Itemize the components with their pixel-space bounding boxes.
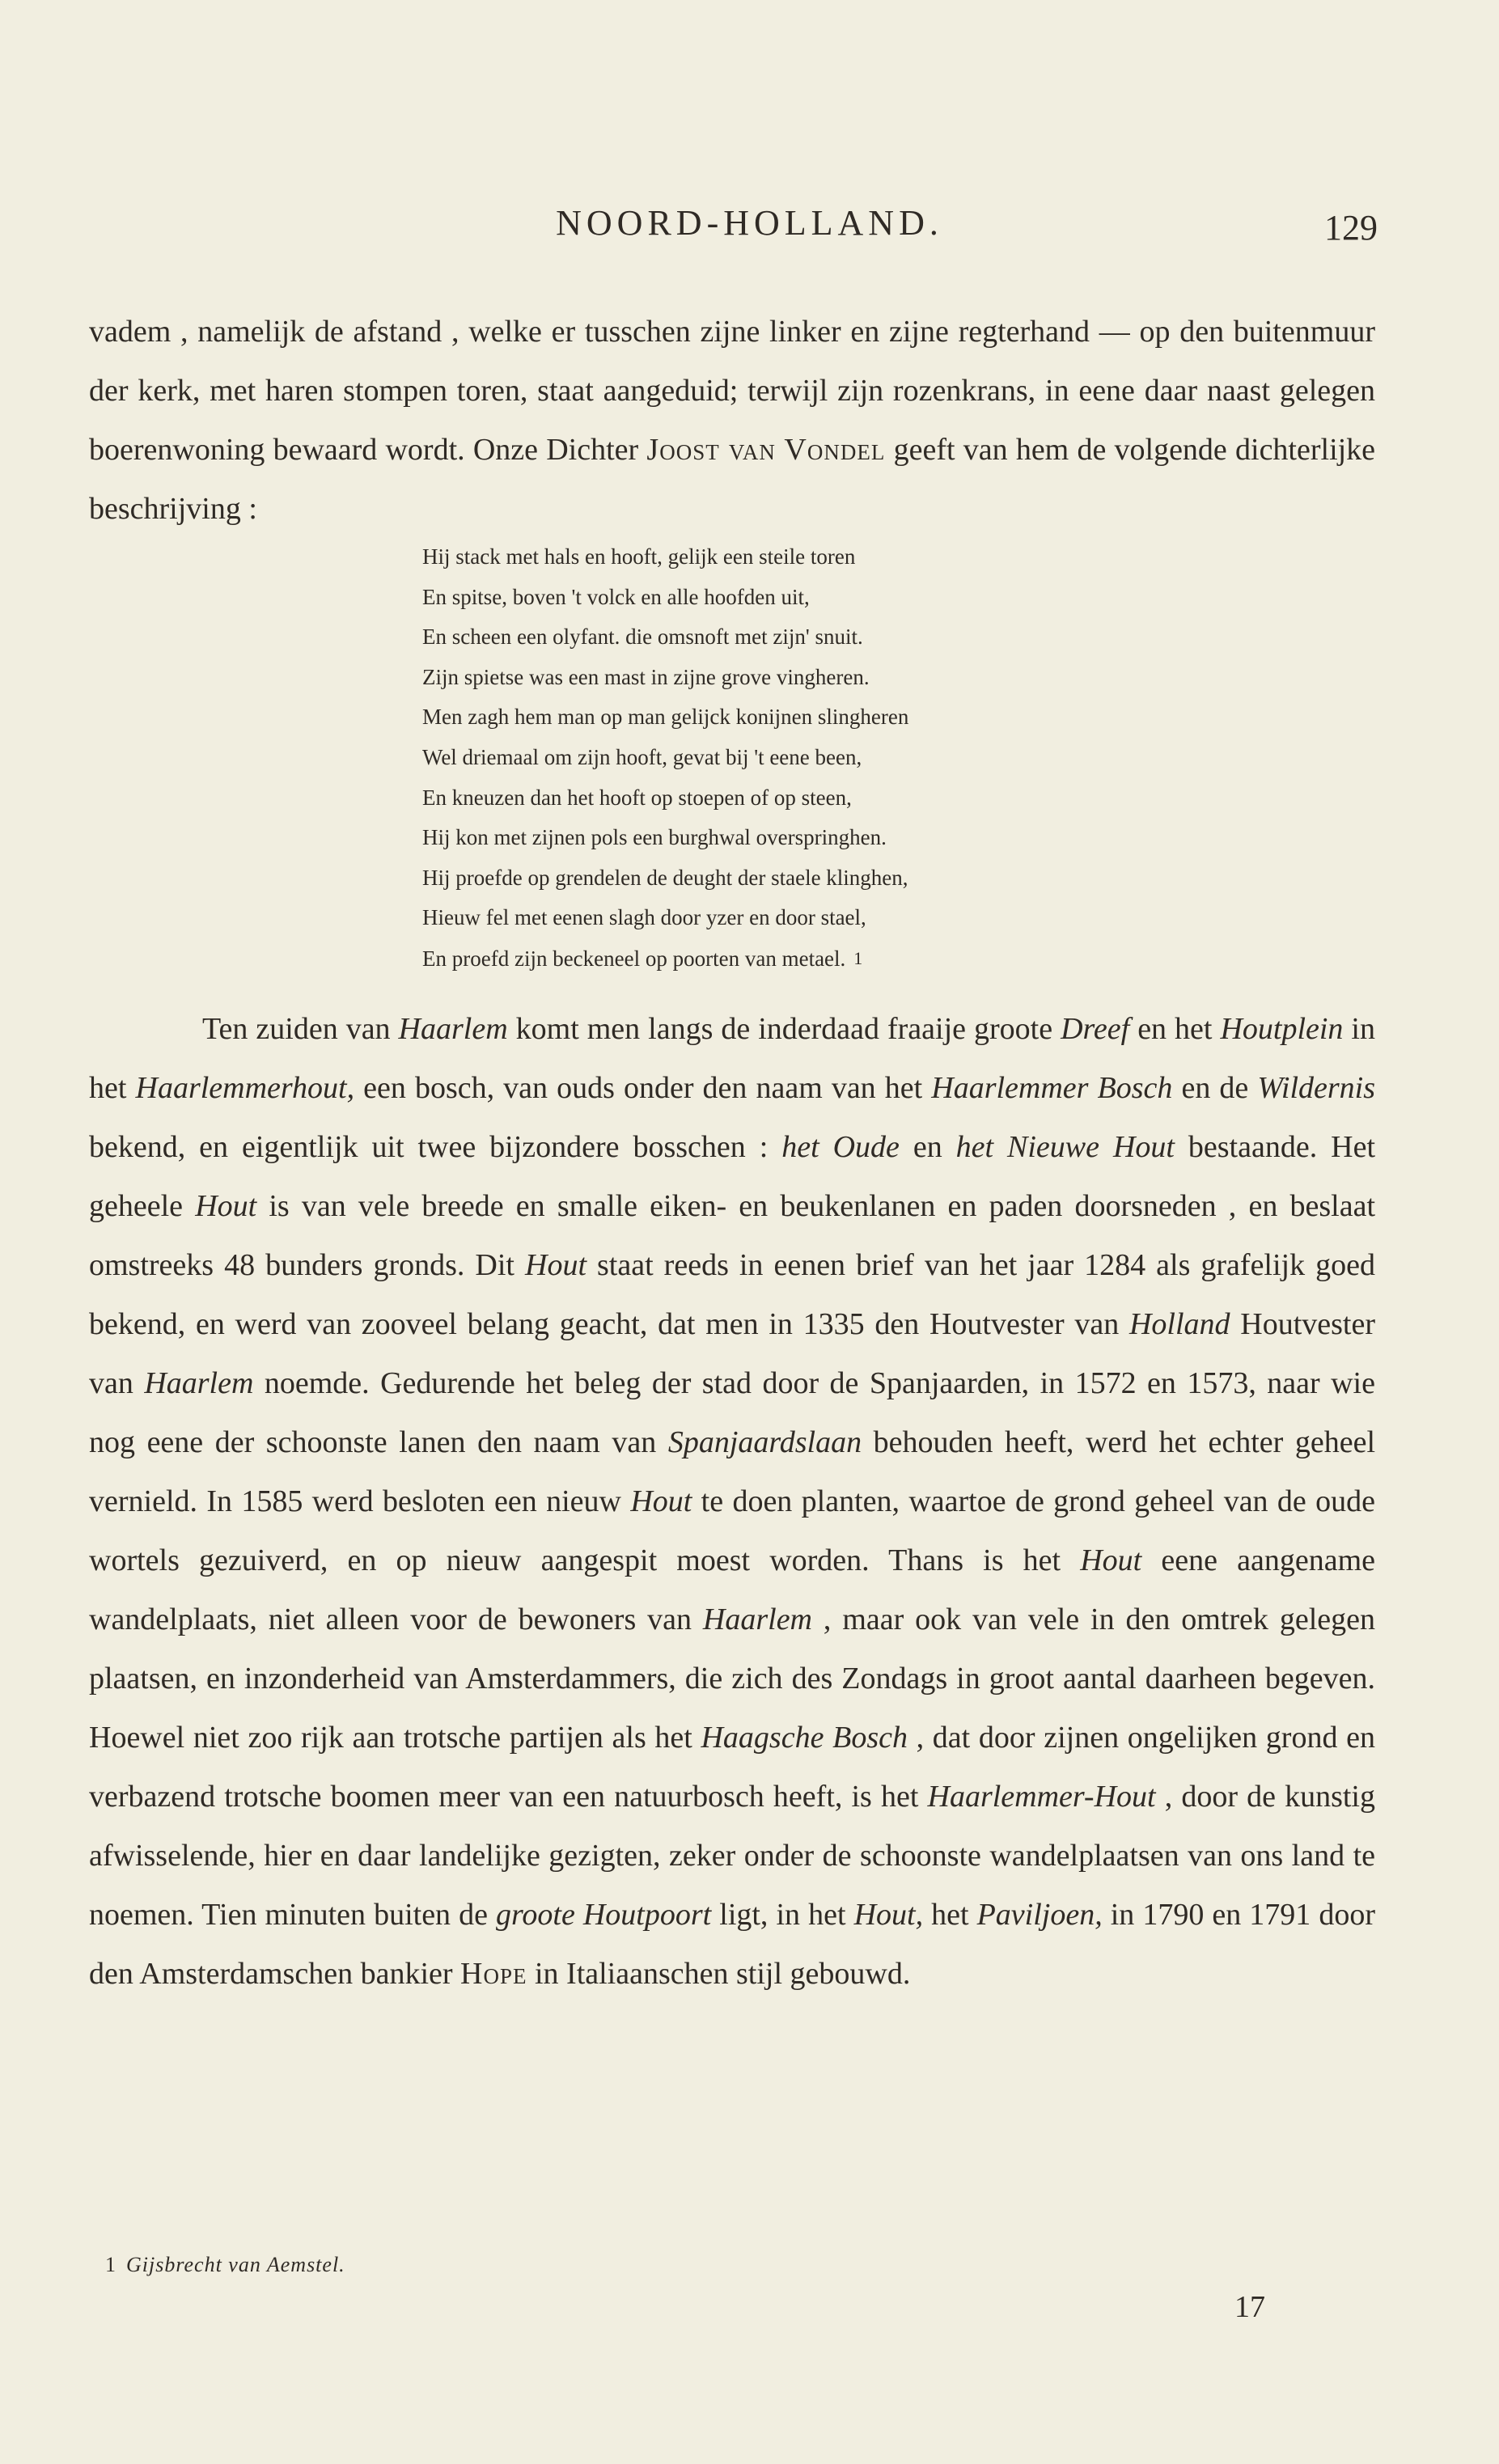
poem-line: Wel driemaal om zijn hooft, gevat bij 't eene been, [422, 744, 862, 769]
intro-text-end: geeft van hem de volgende dichterlijke beschrijving : [89, 433, 1376, 526]
place-name: het Nieuwe Hout [955, 1130, 1175, 1164]
poem-line: Zijn spietse was een mast in zijne grove vingheren. [422, 664, 870, 689]
page-header [0, 202, 1499, 251]
poem-line: Hij proefde op grendelen de deught der staele klinghen, [422, 865, 908, 890]
place-name: Hout, [853, 1898, 924, 1932]
place-name: Hout [195, 1189, 257, 1223]
footnote-marker: 1 [853, 947, 863, 968]
signature-mark: 17 [1234, 2290, 1265, 2324]
place-name: Holland [1128, 1307, 1230, 1341]
poem-line: En kneuzen dan het hooft op stoepen of op steen, [422, 785, 852, 810]
poem-line: Hieuw fel met eenen slagh door yzer en door stael, [422, 905, 866, 930]
poem-line: En spitse, boven 't volck en alle hoofden uit, [422, 584, 810, 609]
place-name: Paviljoen, [976, 1898, 1103, 1932]
running-head: NOORD-HOLLAND. [556, 203, 943, 243]
place-name: Wildernis [1257, 1071, 1376, 1105]
page-number: 129 [1324, 208, 1378, 248]
place-name: Hout [525, 1248, 586, 1282]
place-name: Haarlem [144, 1366, 254, 1400]
poem-line: Men zagh hem man op man gelijck konijnen slingheren [422, 705, 909, 730]
place-name: Haarlem [398, 1012, 508, 1046]
main-paragraph [89, 1000, 1375, 2004]
poem-line: Hij kon met zijnen pols een burghwal overspringhen. [422, 825, 887, 850]
place-name: Haarlem [702, 1602, 813, 1636]
poem-line [422, 938, 1150, 980]
place-name: het Oude [781, 1130, 900, 1164]
place-name: Haarlemmerhout, [135, 1071, 355, 1105]
place-name: Houtplein [1220, 1012, 1344, 1046]
poem-line: Hij stack met hals en hooft, gelijk een steile toren [422, 544, 856, 569]
place-name: Hout [1080, 1543, 1142, 1577]
person-name: Hope [460, 1957, 527, 1991]
place-name: groote Houtpoort [496, 1898, 712, 1932]
place-name: Haarlemmer-Hout [927, 1780, 1156, 1814]
place-name: Spanjaardslaan [667, 1425, 862, 1459]
poem-quote [422, 537, 1150, 980]
main-paragraph-text: Ten zuiden van Haarlem komt men langs de inderdaad fraaije groote Dreef en het Houtplein in het Haarlemmerhout, een bosch, van ouds onder den naam van het Haarlemmer Bosch en de Wildernis bekend, en eigentlijk uit twee bijzondere bosschen : het Oude en het Nieuwe Hout bestaande. Het geheele Hout is van vele breede en smalle eiken- en beukenlanen en paden doorsneden , en beslaat omstreeks 48 bunders gronds. Dit Hout staat reeds in eenen brief van het jaar 1284 als grafelijk goed bekend, en werd van zooveel belang geacht, dat men in 1335 den Houtvester van Holland Houtvester van Haarlem noemde. Gedurende het beleg der stad door de Spanjaarden, in 1572 en 1573, naar wie nog eene der schoonste lanen den naam van Spanjaardslaan behouden heeft, werd het echter geheel vernield. In 1585 werd besloten een nieuw Hout te doen planten, waartoe de grond geheel van de oude wortels gezuiverd, en op nieuw aangespit moest worden. Thans is het Hout eene aangename wandelplaats, niet alleen voor de bewoners van Haarlem , maar ook van vele in den omtrek gelegen plaatsen, en inzonderheid van Amsterdammers, die zich des Zondags in groot aantal daarheen begeven. Hoewel niet zoo rijk aan trotsche partijen als het Haagsche Bosch , dat door zijnen ongelijken grond en verbazend trotsche boomen meer van een natuurbosch heeft, is het Haarlemmer-Hout , door de kunstig afwisselende, hier en daar landelijke gezigten, zeker onder de schoonste wandelplaatsen van ons land te noemen. Tien minuten buiten de groote Houtpoort ligt, in het Hout, het Paviljoen, in 1790 en 1791 door den Amsterdamschen bankier Hope in Italiaanschen stijl gebouwd. [89, 1012, 1376, 1991]
footnote-text: Gijsbrecht van Aemstel. [126, 2253, 345, 2276]
poem-line: En scheen een olyfant. die omsnoft met zijn' snuit. [422, 624, 863, 650]
place-name: Dreef [1061, 1012, 1130, 1046]
intro-paragraph [89, 303, 1375, 539]
intro-text: vadem , namelijk de afstand , welke er tusschen zijne linker en zijne regterhand — op den buitenmuur der kerk, met haren stompen toren, staat aangeduid; terwijl zijn rozenkrans, in eene daar naast gelegen boerenwoning bewaard wordt. Onze Dichter [89, 315, 1375, 467]
place-name: Haagsche Bosch [701, 1721, 908, 1755]
footnote-number: 1 [105, 2253, 116, 2276]
footnote [105, 2253, 345, 2277]
place-name: Haarlemmer Bosch [931, 1071, 1173, 1105]
author-name: Joost van Vondel [646, 433, 886, 467]
place-name: Hout [630, 1484, 692, 1518]
poem-last-line-text: En proefd zijn beckeneel op poorten van metael. [422, 946, 846, 971]
